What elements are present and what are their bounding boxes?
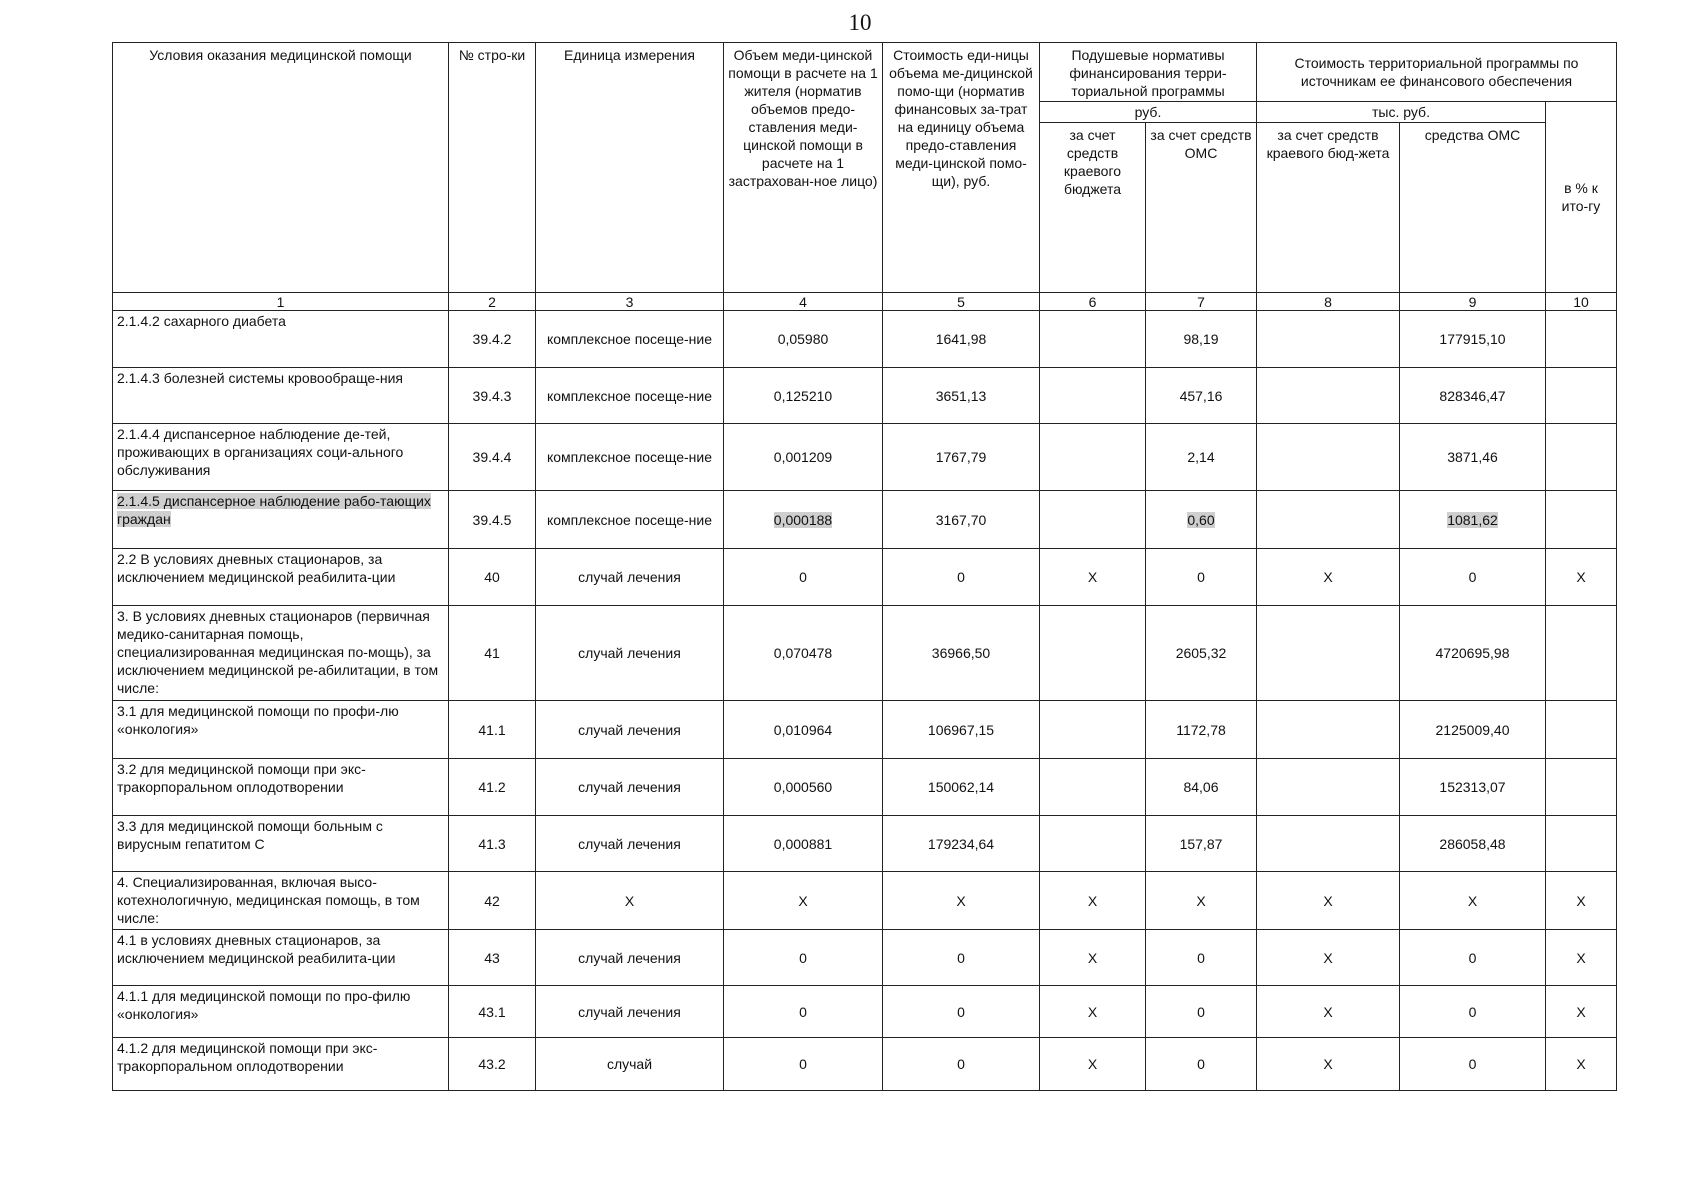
row-pc-oms-text: Х [1196, 892, 1206, 909]
column-number: 8 [1257, 293, 1400, 311]
header-volume: Объем меди-цинской помощи в расчете на 1 жителя (норматив объемов предо-ставления меди-цинской помощи в расчете на 1 застрахован-ное лицо) [724, 43, 883, 293]
row-name-text: 2.1.4.5 диспансерное наблюдение рабо-тающих граждан [117, 493, 431, 527]
row-cost-budget [1257, 816, 1400, 872]
row-line-number [449, 986, 536, 1038]
row-line-number [449, 491, 536, 549]
row-cost-budget [1257, 930, 1400, 986]
row-pc-budget [1040, 701, 1146, 759]
row-percent [1546, 816, 1617, 872]
row-unit-text: случай лечения [578, 949, 681, 966]
row-name-text: 3.1 для медицинской помощи по профи-лю «онкология» [117, 703, 399, 737]
row-volume-text: Х [798, 892, 808, 909]
table-row [113, 701, 1617, 759]
row-pc-oms-text: 0 [1197, 949, 1205, 966]
row-percent-text: Х [1576, 1056, 1586, 1072]
row-unit-text: случай лечения [578, 645, 681, 661]
header-pc-oms: за счет средств ОМС [1146, 123, 1257, 293]
row-cost-oms [1400, 872, 1546, 930]
row-pc-oms-text: 0 [1197, 569, 1205, 585]
row-pc-oms-text: 0 [1197, 1003, 1205, 1020]
row-cost-budget [1257, 1038, 1400, 1091]
row-cost-oms [1400, 549, 1546, 606]
row-pc-oms-text: 0 [1197, 1056, 1205, 1072]
row-pc-oms-text: 0,60 [1187, 511, 1215, 528]
row-name-text: 3.2 для медицинской помощи при экс-тракорпоральном оплодотворении [117, 761, 366, 795]
row-line-number-text: 39.4.3 [472, 387, 512, 404]
row-cost-oms-text: 0 [1468, 949, 1477, 966]
row-line-number-text: 41.3 [478, 835, 506, 852]
row-pc-budget [1040, 368, 1146, 424]
row-pc-oms [1146, 930, 1257, 986]
header-per-capita-group: Подушевые нормативы финансирования терри-ториальной программы [1040, 43, 1257, 102]
row-unit-cost-text: 1767,79 [935, 449, 987, 465]
row-cost-budget-text: Х [1323, 1056, 1333, 1072]
row-volume-text: 0,001209 [773, 449, 833, 465]
row-cost-budget [1257, 986, 1400, 1038]
table-row [113, 368, 1617, 424]
row-cost-oms-text: 4720695,98 [1435, 645, 1510, 661]
header-unit: Единица измерения [536, 43, 724, 293]
row-cost-oms-text: 286058,48 [1439, 835, 1506, 852]
row-line-number [449, 1038, 536, 1091]
row-unit [536, 311, 724, 368]
table-row [113, 491, 1617, 549]
program-cost-table [112, 42, 1617, 1091]
row-volume [724, 424, 883, 491]
row-volume [724, 368, 883, 424]
row-unit-text: комплексное посеще-ние [546, 387, 712, 404]
row-pc-oms-text: 2,14 [1187, 449, 1215, 465]
row-line-number-text: 40 [484, 569, 500, 585]
row-cost-budget-text: Х [1323, 569, 1333, 585]
row-percent [1546, 311, 1617, 368]
row-name-text: 3. В условиях дневных стационаров (первичная медико-санитарная помощь, специализированная медицинская по-мощь), за исключением медицинской ре-абилитации, в том числе: [117, 608, 439, 696]
table-row [113, 872, 1617, 930]
row-percent [1546, 930, 1617, 986]
column-number: 10 [1546, 293, 1617, 311]
row-percent [1546, 368, 1617, 424]
row-line-number-text: 41.2 [478, 779, 506, 795]
row-pc-budget [1040, 424, 1146, 491]
row-name [113, 759, 449, 816]
row-cost-budget [1257, 872, 1400, 930]
row-name [113, 1038, 449, 1091]
row-name [113, 424, 449, 491]
header-conditions: Условия оказания медицинской помощи [113, 43, 449, 293]
table-row [113, 930, 1617, 986]
row-volume-text: 0,010964 [773, 721, 833, 738]
row-line-number-text: 43 [484, 949, 500, 966]
row-pc-oms [1146, 1038, 1257, 1091]
row-unit-cost-text: 3167,70 [935, 511, 987, 528]
row-name-text: 4.1 в условиях дневных стационаров, за исключением медицинской реабилита-ции [117, 932, 396, 966]
page-number: 10 [848, 10, 872, 35]
row-cost-oms-text: 0 [1468, 569, 1477, 585]
row-pc-oms [1146, 759, 1257, 816]
column-number: 5 [883, 293, 1040, 311]
row-unit-text: случай лечения [578, 569, 681, 585]
row-name [113, 986, 449, 1038]
row-line-number [449, 606, 536, 701]
row-cost-oms-text: 152313,07 [1439, 779, 1506, 795]
row-unit-cost-text: 3651,13 [935, 387, 987, 404]
row-cost-oms-text: 3871,46 [1447, 449, 1498, 465]
row-cost-oms [1400, 930, 1546, 986]
row-pc-budget [1040, 549, 1146, 606]
row-volume [724, 606, 883, 701]
row-pc-oms-text: 84,06 [1183, 779, 1219, 795]
row-name [113, 816, 449, 872]
row-cost-oms [1400, 701, 1546, 759]
row-unit-cost-text: 1641,98 [935, 331, 987, 347]
row-pc-budget [1040, 816, 1146, 872]
row-unit-cost [883, 311, 1040, 368]
row-pc-budget [1040, 491, 1146, 549]
row-percent [1546, 759, 1617, 816]
row-pc-budget-text: Х [1087, 949, 1098, 966]
column-number: 4 [724, 293, 883, 311]
row-unit-cost [883, 549, 1040, 606]
row-unit-cost [883, 368, 1040, 424]
row-volume [724, 311, 883, 368]
row-unit [536, 491, 724, 549]
row-name [113, 872, 449, 930]
row-volume-text: 0,000881 [773, 835, 833, 852]
row-unit-text: случай лечения [578, 835, 681, 852]
row-line-number [449, 759, 536, 816]
table-row [113, 311, 1617, 368]
row-unit [536, 872, 724, 930]
row-unit-cost-text: 106967,15 [927, 721, 995, 738]
header-unit-thousand-rub: тыс. руб. [1257, 102, 1546, 123]
row-percent-text: Х [1576, 949, 1586, 966]
row-cost-oms [1400, 759, 1546, 816]
table-row [113, 606, 1617, 701]
row-name [113, 606, 449, 701]
row-unit-text: комплексное посеще-ние [546, 331, 712, 347]
header-cost-budget: за счет средств краевого бюд-жета [1257, 123, 1400, 293]
row-volume [724, 759, 883, 816]
row-cost-oms [1400, 368, 1546, 424]
row-line-number [449, 930, 536, 986]
row-cost-budget-text: Х [1323, 892, 1333, 909]
row-volume [724, 701, 883, 759]
row-cost-oms [1400, 491, 1546, 549]
row-line-number [449, 424, 536, 491]
row-cost-oms-text: Х [1467, 892, 1478, 909]
row-percent [1546, 1038, 1617, 1091]
row-cost-oms-text: 177915,10 [1439, 331, 1506, 347]
row-cost-budget [1257, 311, 1400, 368]
row-cost-oms [1400, 606, 1546, 701]
row-volume [724, 930, 883, 986]
row-unit [536, 1038, 724, 1091]
row-name [113, 930, 449, 986]
row-pc-budget [1040, 1038, 1146, 1091]
row-line-number [449, 549, 536, 606]
row-cost-budget [1257, 549, 1400, 606]
row-pc-budget [1040, 606, 1146, 701]
row-name [113, 549, 449, 606]
row-volume-text: 0 [799, 1003, 807, 1020]
row-unit-cost [883, 759, 1040, 816]
row-cost-budget [1257, 701, 1400, 759]
row-unit-cost [883, 606, 1040, 701]
header-pc-budget: за счет средств краевого бюджета [1040, 123, 1146, 293]
row-unit-cost-text: Х [956, 892, 966, 909]
row-unit [536, 930, 724, 986]
row-unit-cost-text: 179234,64 [927, 835, 995, 852]
table-row [113, 424, 1617, 491]
row-unit-cost-text: 0 [957, 949, 965, 966]
row-unit-text: случай лечения [578, 1003, 681, 1020]
row-volume-text: 0,125210 [773, 387, 833, 404]
row-percent-text: Х [1576, 1003, 1586, 1020]
column-number: 3 [536, 293, 724, 311]
table-row [113, 549, 1617, 606]
row-unit-cost [883, 930, 1040, 986]
row-line-number-text: 39.4.5 [472, 511, 512, 528]
row-pc-oms [1146, 491, 1257, 549]
header-row-1 [113, 43, 1617, 102]
row-percent [1546, 986, 1617, 1038]
row-pc-oms [1146, 986, 1257, 1038]
row-name [113, 368, 449, 424]
row-unit-cost-text: 0 [957, 1003, 965, 1020]
row-pc-budget-text: Х [1087, 1056, 1098, 1072]
row-pc-budget [1040, 986, 1146, 1038]
row-pc-oms-text: 2605,32 [1175, 645, 1227, 661]
row-percent [1546, 701, 1617, 759]
row-cost-oms [1400, 1038, 1546, 1091]
row-unit [536, 606, 724, 701]
row-pc-oms [1146, 368, 1257, 424]
row-volume-text: 0,000188 [773, 511, 833, 528]
row-volume [724, 816, 883, 872]
row-cost-oms [1400, 424, 1546, 491]
row-volume [724, 872, 883, 930]
row-line-number-text: 41 [484, 645, 500, 661]
row-cost-budget [1257, 368, 1400, 424]
row-pc-oms [1146, 549, 1257, 606]
row-percent [1546, 549, 1617, 606]
row-pc-oms [1146, 872, 1257, 930]
header-unit-cost: Стоимость еди-ницы объема ме-дицинской помо-щи (норматив финансовых за-трат на единицу объема предо-ставления меди-цинской помо-щи), руб. [883, 43, 1040, 293]
table-row [113, 1038, 1617, 1091]
row-unit-cost [883, 701, 1040, 759]
row-line-number [449, 311, 536, 368]
row-unit [536, 701, 724, 759]
row-name [113, 311, 449, 368]
row-cost-budget [1257, 759, 1400, 816]
row-line-number [449, 368, 536, 424]
row-unit-cost [883, 816, 1040, 872]
row-pc-oms-text: 98,19 [1183, 331, 1219, 347]
row-cost-budget [1257, 424, 1400, 491]
row-unit-text: случай [606, 1056, 653, 1072]
row-pc-budget-text: Х [1087, 892, 1098, 909]
row-pc-oms [1146, 816, 1257, 872]
row-volume-text: 0 [799, 569, 807, 585]
row-pc-oms [1146, 311, 1257, 368]
row-cost-oms-text: 0 [1468, 1056, 1477, 1072]
row-cost-budget [1257, 491, 1400, 549]
header-cost-oms: средства ОМС [1400, 123, 1546, 293]
row-unit-cost [883, 1038, 1040, 1091]
table-row [113, 816, 1617, 872]
row-pc-budget [1040, 930, 1146, 986]
column-number: 9 [1400, 293, 1546, 311]
row-name [113, 491, 449, 549]
row-cost-oms-text: 1081,62 [1447, 511, 1498, 528]
row-pc-oms-text: 1172,78 [1176, 721, 1226, 738]
row-pc-oms-text: 457,16 [1179, 387, 1223, 404]
row-name-text: 2.2 В условиях дневных стационаров, за исключением медицинской реабилита-ции [117, 551, 396, 585]
row-unit-cost-text: 0 [957, 569, 965, 585]
row-volume [724, 986, 883, 1038]
row-name-text: 3.3 для медицинской помощи больным с вирусным гепатитом С [117, 818, 383, 852]
row-unit-cost-text: 150062,14 [927, 779, 995, 795]
header-unit-rub: руб. [1040, 102, 1257, 123]
row-percent [1546, 606, 1617, 701]
row-volume-text: 0,000560 [773, 779, 833, 795]
row-cost-budget-text: Х [1323, 1003, 1333, 1020]
row-volume-text: 0 [799, 1056, 807, 1072]
row-unit [536, 424, 724, 491]
column-number: 1 [113, 293, 449, 311]
table-row [113, 759, 1617, 816]
row-percent [1546, 424, 1617, 491]
row-line-number-text: 43.2 [478, 1056, 506, 1072]
row-percent [1546, 872, 1617, 930]
row-volume [724, 1038, 883, 1091]
row-line-number-text: 42 [484, 892, 500, 909]
row-cost-oms-text: 828346,47 [1439, 387, 1506, 404]
row-line-number-text: 41.1 [478, 721, 506, 738]
row-percent [1546, 491, 1617, 549]
column-number: 2 [449, 293, 536, 311]
row-line-number [449, 872, 536, 930]
row-name [113, 701, 449, 759]
header-percent: в % к ито-гу [1546, 102, 1617, 293]
table-body [113, 43, 1617, 1091]
row-cost-oms [1400, 986, 1546, 1038]
row-unit [536, 368, 724, 424]
row-pc-budget [1040, 872, 1146, 930]
row-unit-cost-text: 0 [957, 1056, 965, 1072]
row-line-number-text: 43.1 [478, 1003, 506, 1020]
row-volume [724, 549, 883, 606]
row-pc-budget-text: Х [1087, 1003, 1098, 1020]
row-cost-oms [1400, 311, 1546, 368]
row-cost-budget-text: Х [1323, 949, 1333, 966]
row-unit [536, 549, 724, 606]
row-pc-oms [1146, 606, 1257, 701]
header-program-cost-group: Стоимость территориальной программы по источникам ее финансового обеспечения [1257, 43, 1617, 102]
row-pc-budget-text: Х [1087, 569, 1098, 585]
row-line-number-text: 39.4.2 [472, 331, 512, 347]
row-unit-text: случай лечения [578, 721, 681, 738]
table-row [113, 986, 1617, 1038]
row-name-text: 2.1.4.3 болезней системы кровообраще-ния [117, 370, 404, 386]
row-name-text: 2.1.4.2 сахарного диабета [117, 313, 286, 329]
row-name-text: 2.1.4.4 диспансерное наблюдение де-тей, проживающих в организациях соци-ального обслуживания [117, 426, 404, 478]
row-cost-budget [1257, 606, 1400, 701]
row-unit-text: комплексное посеще-ние [546, 511, 712, 528]
header-line-number: № стро-ки [449, 43, 536, 293]
row-percent-text: Х [1576, 569, 1586, 585]
row-volume-text: 0,070478 [773, 645, 833, 661]
row-pc-oms [1146, 424, 1257, 491]
row-unit-cost [883, 424, 1040, 491]
row-unit-text: случай лечения [578, 779, 681, 795]
row-pc-oms [1146, 701, 1257, 759]
row-unit-cost [883, 491, 1040, 549]
row-volume [724, 491, 883, 549]
row-cost-oms-text: 2125009,40 [1435, 721, 1510, 738]
row-unit [536, 816, 724, 872]
row-pc-budget [1040, 759, 1146, 816]
column-number-row [113, 293, 1617, 311]
column-number: 7 [1146, 293, 1257, 311]
row-unit [536, 986, 724, 1038]
column-number: 6 [1040, 293, 1146, 311]
row-pc-budget [1040, 311, 1146, 368]
row-unit-cost [883, 872, 1040, 930]
row-unit-text: Х [624, 892, 635, 909]
row-volume-text: 0,05980 [777, 331, 829, 347]
row-line-number-text: 39.4.4 [472, 449, 512, 465]
row-unit-cost [883, 986, 1040, 1038]
row-unit [536, 759, 724, 816]
row-cost-oms [1400, 816, 1546, 872]
row-unit-text: комплексное посеще-ние [546, 449, 712, 465]
row-pc-oms-text: 157,87 [1179, 835, 1223, 852]
row-percent-text: Х [1576, 892, 1586, 909]
row-unit-cost-text: 36966,50 [931, 645, 991, 661]
row-line-number [449, 816, 536, 872]
row-cost-oms-text: 0 [1468, 1003, 1477, 1020]
row-line-number [449, 701, 536, 759]
row-volume-text: 0 [799, 949, 807, 966]
row-name-text: 4.1.2 для медицинской помощи при экс-тракорпоральном оплодотворении [117, 1040, 378, 1074]
row-name-text: 4. Специализированная, включая высо-котехнологичную, медицинская помощь, в том числе: [117, 874, 420, 926]
row-name-text: 4.1.1 для медицинской помощи по про-филю «онкология» [117, 988, 411, 1022]
